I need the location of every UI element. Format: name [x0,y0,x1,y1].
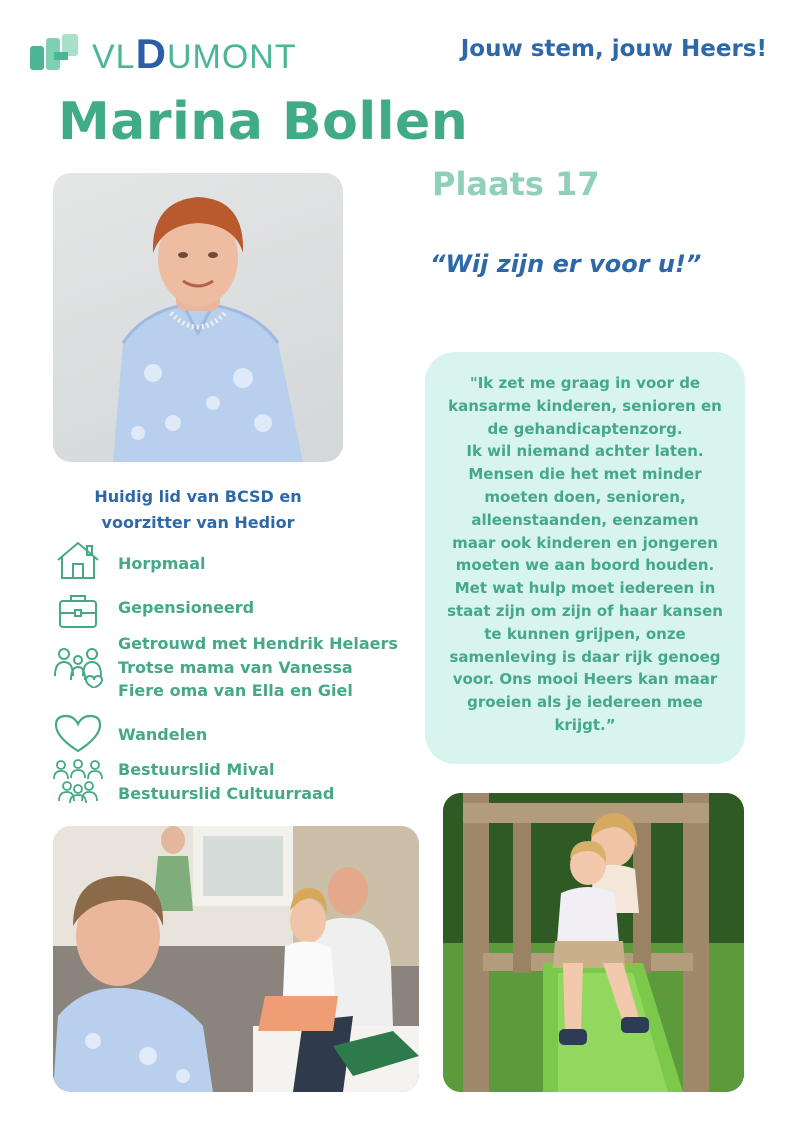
portrait-photo [53,173,343,462]
briefcase-icon [52,591,104,633]
info-residence [52,540,205,582]
motto-quote: “Wij zijn er voor u!” [430,250,702,278]
info-family [52,632,398,703]
family-icon [52,646,104,688]
logo-wordmark [92,30,297,77]
logo-text-umont: UMONT [166,38,297,76]
membership-text: Huidig lid van BCSD en voorzitter van Hedior [94,487,302,532]
grandchildren-photo [443,793,744,1092]
logo-mark-icon [30,32,82,76]
group-icon [52,757,104,805]
logo-text-vl: VL [92,38,136,76]
heart-icon [52,713,104,755]
logo-text-d: D [135,30,167,77]
candidate-name: Marina Bollen [58,92,469,152]
statement-text: "Ik zet me graag in voor de kansarme kinderen, senioren en de gehandicaptenzorg. Ik wil niemand achter laten. Mensen die het met minder moeten doen, senioren, alleenstaanden, eenzamen maar ook kinderen en jongeren moeten we aan boord houden. Met wat hulp moet iedereen in staat zijn om zijn of haar kansen te kunnen grijpen, onze samenleving is daar rijk genoeg voor. Ons mooi Heers kan maar groeien als je iedereen mee krijgt.” [447,374,723,734]
info-text-family: Getrouwd met Hendrik Helaers Trotse mama van Vanessa Fiere oma van Ella en Giel [118,634,398,700]
slogan: Jouw stem, jouw Heers! [460,36,767,62]
info-occupation [52,591,254,633]
info-text-hobby: Wandelen [118,725,208,744]
vldumont-logo [30,32,297,76]
info-text-residence: Horpmaal [118,554,206,573]
info-text-occupation: Gepensioneerd [118,598,255,617]
info-boards [52,757,334,805]
statement-card [425,352,745,764]
family-photo [53,826,419,1092]
info-text-boards: Bestuurslid Mival Bestuurslid Cultuurraad [118,760,335,803]
info-hobby [52,713,207,755]
list-place: Plaats 17 [432,165,600,203]
house-icon [52,540,104,582]
